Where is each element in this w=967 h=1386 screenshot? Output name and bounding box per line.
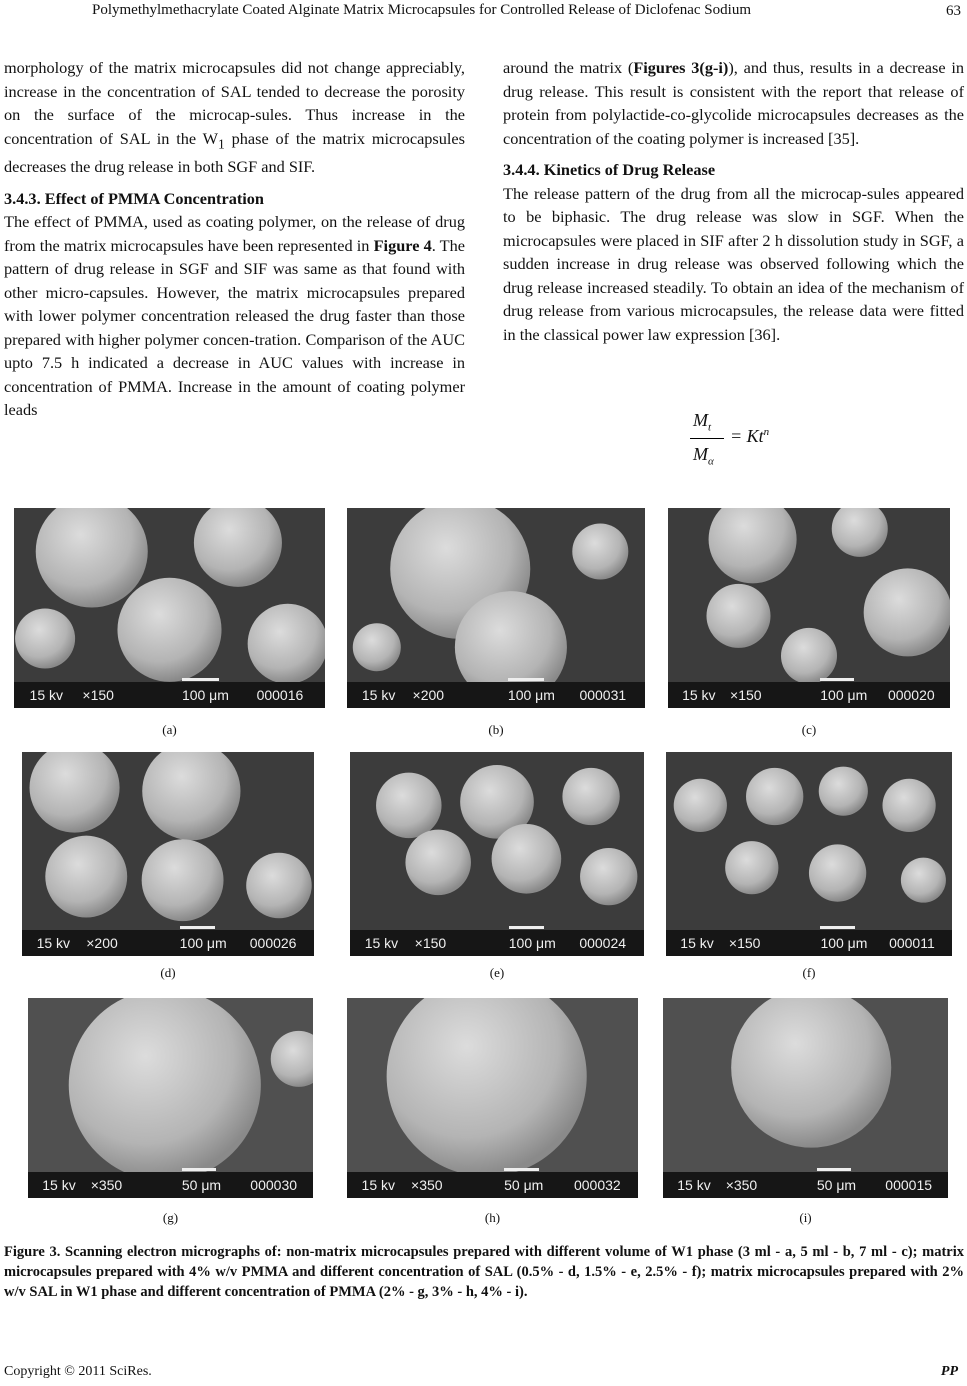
magnification: ×350: [411, 1177, 443, 1193]
equation-denominator: $M_\alpha$: [693, 444, 714, 468]
microcapsule: [117, 578, 221, 682]
panel-label-h: (h): [484, 1210, 501, 1225]
sem-info-bar: [666, 930, 952, 956]
microcapsule: [882, 779, 935, 832]
scale-label: 100 μm: [179, 935, 227, 951]
image-code: 000020: [887, 687, 935, 703]
micrograph-panel-a: [14, 508, 325, 708]
page-header: [0, 0, 967, 26]
right-paragraph-1: around the matrix (Figures 3(g-i)), and thus, results in a decrease in drug release. This result is consistent with the report that release of protein from polylactide-co-glycolide microcapsules decreases as the concentration of the coating polymer is increased [35].: [503, 58, 964, 148]
panel-label-b: (b): [488, 722, 504, 737]
scale-bar: [509, 926, 544, 929]
scale-bar: [180, 926, 215, 929]
power-law-equation: [690, 410, 790, 470]
accelerating-voltage: 15 kv: [42, 1177, 76, 1193]
magnification: ×150: [730, 687, 762, 703]
accelerating-voltage: 15 kv: [680, 935, 714, 951]
left-paragraph-1: morphology of the matrix microcapsules did not change appreciably, increase in the concentration of SAL tended to decrease the porosity on the surface of the microcap-sules. Thus increase in the concentration of SAL in the $W_1$ phase of the matrix microcapsules decreases the drug release in both SGF and SIF.: [4, 58, 465, 177]
equation-rhs: = $Kt^n$: [730, 426, 770, 446]
image-code: 000031: [579, 687, 627, 703]
scale-bar: [182, 1168, 216, 1171]
copyright-notice: Copyright © 2011 SciRes.: [4, 1364, 152, 1379]
image-code: 000032: [573, 1177, 621, 1193]
sem-info-bar: [28, 1172, 313, 1198]
microcapsule: [674, 779, 727, 832]
microcapsule: [405, 830, 471, 896]
scale-label: 50 μm: [181, 1177, 222, 1193]
accelerating-voltage: 15 kv: [677, 1177, 711, 1193]
image-code: 000016: [256, 687, 304, 703]
microcapsule: [15, 608, 75, 668]
panel-label-i: (i): [799, 1210, 812, 1225]
sem-info-bar: [350, 930, 644, 956]
microcapsule: [819, 767, 868, 816]
scale-label: 50 μm: [504, 1177, 544, 1193]
image-code: 000026: [249, 935, 297, 951]
micrograph-panel-f: [666, 752, 952, 956]
magnification: ×350: [90, 1177, 123, 1193]
microcapsule: [69, 998, 261, 1181]
microcapsule: [781, 628, 837, 684]
microcapsule: [725, 841, 778, 894]
magnification: ×350: [725, 1177, 758, 1193]
magnification: ×200: [86, 935, 118, 951]
figure-caption: Figure 3. Scanning electron micrographs of: non-matrix microcapsules prepared with different volume of W1 phase (3 ml - a, 5 ml - b, 7 ml - c); matrix microcapsules prepared with 4% w/v PMMA and different concentration of SAL (0.5% - d, 1.5% - e, 2.5% - f); matrix microcapsules prepared with 2% w/v SAL in W1 phase and different concentration of PMMA (2% - g, 3% - h, 4% - i).: [4, 1244, 964, 1300]
panel-label-a: (a): [162, 722, 177, 737]
journal-abbrev: PP: [940, 1364, 958, 1379]
scale-label: 100 μm: [181, 687, 229, 703]
section-heading-3-4-3: 3.4.3. Effect of PMMA Concentration: [4, 188, 264, 208]
scale-label: 100 μm: [507, 687, 555, 703]
accelerating-voltage: 15 kv: [361, 687, 396, 703]
magnification: ×150: [82, 687, 114, 703]
sem-info-bar: [668, 682, 950, 708]
microcapsule: [492, 824, 562, 894]
panel-label-c: (c): [801, 722, 817, 737]
scale-label: 100 μm: [820, 687, 868, 703]
left-column: [4, 56, 465, 422]
left-paragraph-2: The effect of PMMA, used as coating polymer, on the release of drug from the matrix microcapsules have been represented in Figure 4. The pattern of drug release in SGF and SIF was same as that found with other micro-capsules. However, the matrix microcapsules prepared with lower polymer concentration released the drug faster than those prepared with higher polymer concen-tration. Comparison of the AUC upto 7.5 h indicated a decrease in AUC values with increase in concentration of PMMA. Increase in the amount of coating polymer leads: [4, 212, 465, 420]
sem-info-bar: [14, 682, 325, 708]
microcapsule: [353, 623, 401, 671]
microcapsule: [572, 523, 628, 579]
microcapsule: [809, 844, 866, 901]
micrograph-panel-g: [28, 998, 313, 1198]
section-heading-3-4-4: 3.4.4. Kinetics of Drug Release: [503, 160, 716, 179]
fraction-bar: [690, 438, 724, 439]
microcapsule: [142, 839, 224, 921]
panel-label-e: (e): [489, 965, 505, 980]
panel-label-g: (g): [162, 1210, 179, 1225]
scale-label: 100 μm: [508, 935, 556, 951]
accelerating-voltage: 15 kv: [29, 687, 64, 703]
image-code: 000015: [885, 1177, 933, 1193]
microcapsule: [706, 584, 770, 648]
accelerating-voltage: 15 kv: [361, 1177, 396, 1193]
image-code: 000011: [889, 935, 935, 951]
sem-info-bar: [347, 682, 645, 708]
microcapsule: [376, 773, 442, 839]
image-code: 000030: [250, 1177, 298, 1193]
image-code: 000024: [579, 935, 627, 951]
panel-label-d: (d): [160, 965, 176, 980]
scale-label: 50 μm: [816, 1177, 857, 1193]
accelerating-voltage: 15 kv: [36, 935, 71, 951]
scale-bar: [820, 926, 854, 929]
right-paragraph-2: The release pattern of the drug from all the microcap-sules appeared to be biphasic. The drug release was slow in SGF. When the microcapsules were placed in SIF after 2 h dissolution study in SGF, a sudden increase in drug release was observed following which the drug release increased steadily. To obtain an idea of the mechanism of drug release from various microcapsules, the release data were fitted in the classical power law expression [36].: [503, 183, 964, 344]
microcapsule: [580, 848, 637, 905]
sem-info-bar: [347, 1172, 638, 1198]
micrograph-panel-d: [22, 752, 314, 956]
magnification: ×150: [728, 935, 761, 951]
scale-bar: [508, 678, 544, 681]
equation-numerator: $M_t$: [693, 410, 712, 434]
microcapsule: [901, 858, 946, 903]
running-title: Polymethylmethacrylate Coated Alginate Matrix Microcapsules for Controlled Release of Diclofenac Sodium: [92, 2, 751, 18]
panel-label-f: (f): [802, 965, 816, 980]
scale-bar: [182, 678, 219, 681]
micrograph-panel-h: [347, 998, 638, 1198]
micrograph-panel-e: [350, 752, 644, 956]
microcapsule: [562, 768, 619, 825]
sem-info-bar: [663, 1172, 948, 1198]
microcapsule: [246, 853, 312, 919]
microcapsule: [45, 836, 127, 918]
scale-bar: [504, 1168, 539, 1171]
sem-info-bar: [22, 930, 314, 956]
microcapsule: [864, 568, 950, 656]
microcapsule: [746, 768, 803, 825]
micrograph-panel-c: [668, 508, 950, 708]
scale-bar: [820, 678, 854, 681]
accelerating-voltage: 15 kv: [364, 935, 399, 951]
scale-bar: [817, 1168, 851, 1171]
page-number: 63: [946, 3, 961, 19]
microcapsule: [248, 604, 325, 684]
magnification: ×150: [414, 935, 447, 951]
micrograph-panel-i: [663, 998, 948, 1198]
magnification: ×200: [412, 687, 445, 703]
scale-label: 100 μm: [820, 935, 868, 951]
micrograph-panel-b: [347, 508, 645, 708]
right-column: [503, 56, 964, 346]
accelerating-voltage: 15 kv: [682, 687, 716, 703]
